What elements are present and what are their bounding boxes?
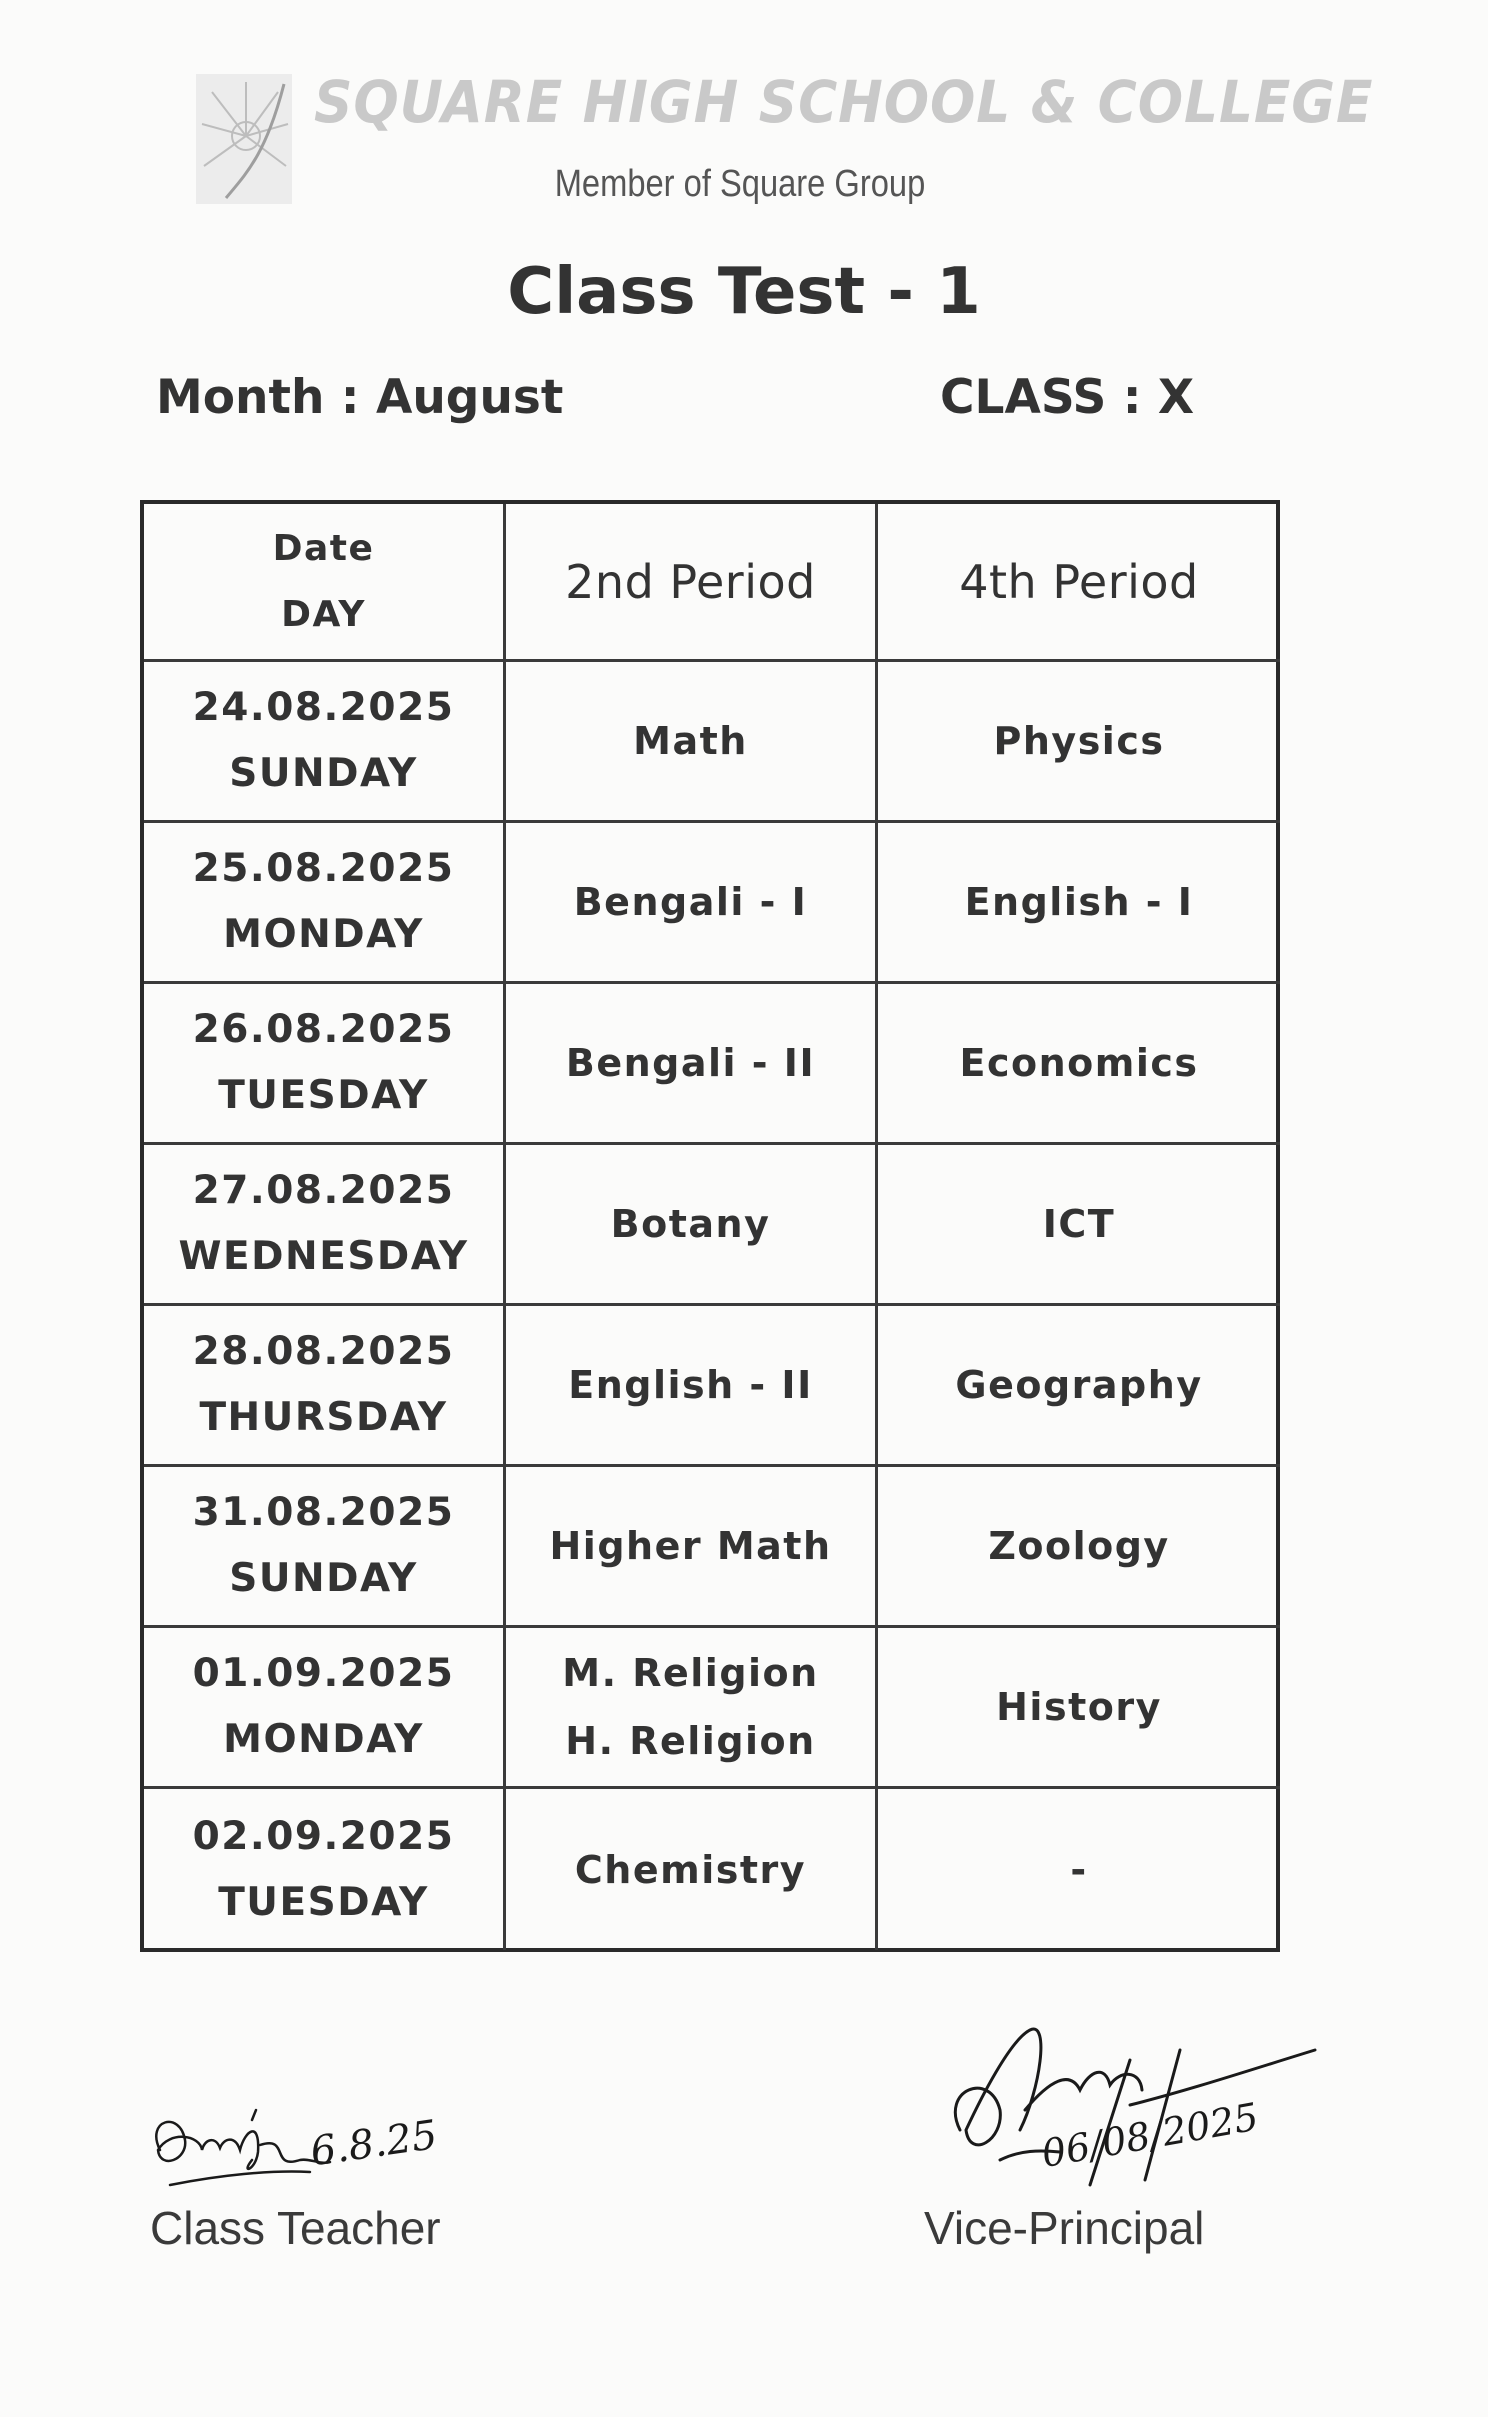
table-cell-2nd-period	[506, 1467, 878, 1628]
subject-2nd-period: English - II	[568, 1363, 813, 1407]
subject-2nd-period: M. Religion	[562, 1651, 819, 1695]
month-label: Month : August	[156, 370, 564, 425]
subject-2nd-period: Botany	[610, 1202, 771, 1246]
exam-day: TUESDAY	[218, 1879, 429, 1925]
exam-day: SUNDAY	[229, 751, 418, 796]
table-cell-date	[144, 662, 506, 823]
exam-day: MONDAY	[223, 912, 424, 957]
table-cell-date	[144, 1789, 506, 1950]
exam-day: WEDNESDAY	[178, 1234, 469, 1279]
header-day: DAY	[281, 593, 366, 635]
table-cell-4th-period: Geography	[878, 1306, 1280, 1467]
table-cell-4th-period: Physics	[878, 662, 1280, 823]
school-name: SQUARE HIGH SCHOOL & COLLEGE	[314, 68, 1374, 136]
table-cell-date	[144, 1306, 506, 1467]
header-4th-period: 4th Period	[878, 504, 1280, 662]
table-cell-date	[144, 1628, 506, 1789]
exam-day: THURSDAY	[199, 1395, 448, 1440]
school-logo	[196, 74, 292, 204]
exam-date: 24.08.2025	[192, 685, 455, 730]
page-title: Class Test - 1	[507, 255, 981, 329]
header-date-day	[144, 504, 506, 662]
subject-2nd-period: Chemistry	[574, 1847, 807, 1892]
subject-2nd-period: Higher Math	[549, 1524, 832, 1568]
exam-day: SUNDAY	[229, 1556, 418, 1601]
vice-principal-date: 06/08/2025	[1038, 2094, 1262, 2176]
table-cell-date	[144, 1467, 506, 1628]
exam-day: MONDAY	[223, 1717, 424, 1762]
table-cell-date	[144, 823, 506, 984]
table-cell-date	[144, 1145, 506, 1306]
table-cell-2nd-period	[506, 984, 878, 1145]
table-cell-2nd-period	[506, 1628, 878, 1789]
exam-date: 02.09.2025	[192, 1813, 455, 1859]
table-cell-2nd-period	[506, 823, 878, 984]
class-label: CLASS : X	[940, 370, 1195, 425]
subject-2nd-period: Bengali - I	[573, 880, 808, 924]
table-cell-4th-period: Zoology	[878, 1467, 1280, 1628]
exam-date: 01.09.2025	[192, 1651, 455, 1696]
class-teacher-label: Class Teacher	[150, 2202, 441, 2254]
subject-2nd-period: H. Religion	[565, 1719, 816, 1763]
exam-date: 27.08.2025	[192, 1168, 455, 1213]
table-cell-2nd-period	[506, 1789, 878, 1950]
table-cell-date	[144, 984, 506, 1145]
table-cell-2nd-period	[506, 1306, 878, 1467]
exam-date: 31.08.2025	[192, 1490, 455, 1535]
table-cell-2nd-period	[506, 1145, 878, 1306]
sunburst-logo-icon	[196, 74, 292, 204]
school-tagline: Member of Square Group	[554, 163, 926, 205]
exam-schedule-table	[140, 500, 1280, 1952]
table-cell-4th-period: ICT	[878, 1145, 1280, 1306]
exam-date: 25.08.2025	[192, 846, 455, 891]
exam-date: 26.08.2025	[192, 1007, 455, 1052]
subject-2nd-period: Bengali - II	[565, 1041, 816, 1085]
header-2nd-period: 2nd Period	[506, 504, 878, 662]
table-cell-4th-period: -	[1070, 1847, 1088, 1892]
table-cell-4th-period: History	[878, 1628, 1280, 1789]
table-cell-4th-period: English - I	[878, 823, 1280, 984]
class-teacher-date: 6.8.25	[307, 2112, 441, 2176]
subject-2nd-period: Math	[633, 719, 748, 763]
table-cell-2nd-period	[506, 662, 878, 823]
header-date: Date	[272, 527, 375, 569]
vice-principal-label: Vice-Principal	[924, 2202, 1205, 2254]
exam-day: TUESDAY	[218, 1073, 429, 1118]
table-cell-4th-period: Economics	[878, 984, 1280, 1145]
exam-date: 28.08.2025	[192, 1329, 455, 1374]
